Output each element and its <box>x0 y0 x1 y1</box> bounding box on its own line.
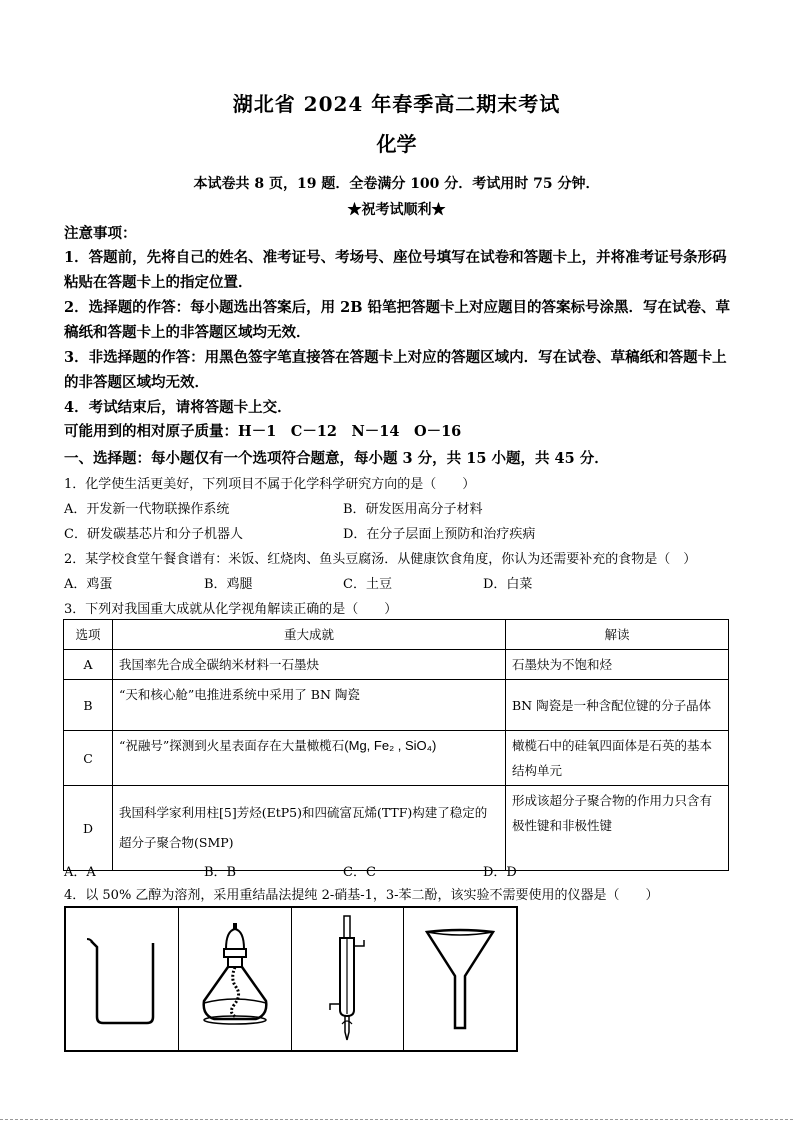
notice-heading: 注意事项： <box>64 225 137 242</box>
table-row <box>64 680 729 731</box>
q3-option-c: C．C <box>343 865 376 880</box>
q3-option-d: D．D <box>483 865 517 880</box>
apparatus-alcohol-lamp <box>179 908 292 1050</box>
subject-title: 化学 <box>376 132 417 156</box>
funnel-icon <box>415 924 505 1034</box>
apparatus-funnel <box>404 908 516 1050</box>
row-interpretation: 石墨炔为不饱和烃 <box>506 650 729 680</box>
apparatus-beaker <box>66 908 179 1050</box>
q2-option-c: C．土豆 <box>343 577 392 592</box>
exam-title: 湖北省 2024 年春季高二期末考试 <box>232 92 561 116</box>
row-achievement: 我国科学家利用柱[5]芳烃(EtP5)和四硫富瓦烯(TTF)构建了稳定的超分子聚合物(SMP) <box>113 786 506 871</box>
table-row <box>64 650 729 680</box>
row-option: B <box>64 680 113 731</box>
page-bottom-divider <box>0 1119 793 1121</box>
notice-item-1: 1．答题前，先将自己的姓名、准考证号、考场号、座位号填写在试卷和答题卡上，并将准考证号条形码粘贴在答题卡上的指定位置． <box>64 249 727 291</box>
row-option: D <box>64 786 113 871</box>
q2-option-b: B．鸡腿 <box>204 577 253 592</box>
notice-item-3: 3．非选择题的作答：用黑色签字笔直接答在答题卡上对应的答题区域内．写在试卷、草稿纸和答题卡上的非答题区域均无效． <box>64 349 727 391</box>
row-achievement-text: “祝融号”探测到火星表面存在大量橄榄石 <box>119 738 345 753</box>
q1-option-b: B．研发医用高分子材料 <box>343 502 483 517</box>
row-option: C <box>64 731 113 786</box>
q4-apparatus-row <box>64 906 518 1052</box>
alcohol-lamp-icon <box>190 919 280 1039</box>
exam-info: 本试卷共 8 页，19 题．全卷满分 100 分．考试用时 75 分钟． <box>193 176 600 192</box>
condenser-icon <box>302 914 392 1044</box>
q2-option-d: D．白菜 <box>483 577 533 592</box>
section-heading: 一、选择题：每小题仅有一个选项符合题意，每小题 3 分，共 15 小题，共 45 分． <box>64 450 609 467</box>
table-header-interpretation: 解读 <box>506 620 729 650</box>
table-header-option: 选项 <box>64 620 113 650</box>
atomic-mass-line: 可能用到的相对原子质量：H－1 C－12 N－14 O－16 <box>64 423 462 440</box>
row-achievement: “天和核心舱”电推进系统中采用了 BN 陶瓷 <box>113 680 506 731</box>
beaker-icon <box>77 929 167 1029</box>
q2-stem: 2．某学校食堂午餐食谱有：米饭、红烧肉、鱼头豆腐汤．从健康饮食角度，你认为还需要补充的食物是（ ） <box>64 552 697 567</box>
table-header-achievement: 重大成就 <box>113 620 506 650</box>
notice-item-2: 2．选择题的作答：每小题选出答案后，用 2B 铅笔把答题卡上对应题目的答案标号涂黑．写在试卷、草稿纸和答题卡上的非答题区域均无效． <box>64 299 731 341</box>
notice-item-4: 4．考试结束后，请将答题卡上交． <box>64 399 292 416</box>
q1-option-c: C．研发碳基芯片和分子机器人 <box>64 527 243 542</box>
table-row <box>64 786 729 871</box>
apparatus-condenser <box>292 908 405 1050</box>
table-header-row <box>64 620 729 650</box>
olivine-formula: (Mg, Fe₂ , SiO₄) <box>344 738 437 753</box>
row-interpretation: 形成该超分子聚合物的作用力只含有极性键和非极性键 <box>506 786 729 871</box>
q1-option-a: A．开发新一代物联操作系统 <box>64 502 230 517</box>
row-achievement: 我国率先合成全碳纳米材料一石墨炔 <box>113 650 506 680</box>
q3-option-a: A．A <box>64 865 96 880</box>
table-row <box>64 731 729 786</box>
q1-option-d: D．在分子层面上预防和治疗疾病 <box>343 527 536 542</box>
q1-stem: 1．化学使生活更美好，下列项目不属于化学科学研究方向的是（ ） <box>64 477 476 492</box>
row-option: A <box>64 650 113 680</box>
row-interpretation: 橄榄石中的硅氧四面体是石英的基本结构单元 <box>506 731 729 786</box>
row-interpretation: BN 陶瓷是一种含配位键的分子晶体 <box>506 680 729 731</box>
q3-option-b: B．B <box>204 865 237 880</box>
q2-option-a: A．鸡蛋 <box>64 577 113 592</box>
q3-stem: 3．下列对我国重大成就从化学视角解读正确的是（ ） <box>64 602 398 617</box>
q3-table <box>63 619 729 871</box>
row-achievement <box>113 731 506 786</box>
exam-wish: ★祝考试顺利★ <box>347 202 446 218</box>
q4-stem: 4．以 50% 乙醇为溶剂，采用重结晶法提纯 2-硝基-1，3-苯二酚，该实验不需要使用的仪器是（ ） <box>64 888 659 903</box>
